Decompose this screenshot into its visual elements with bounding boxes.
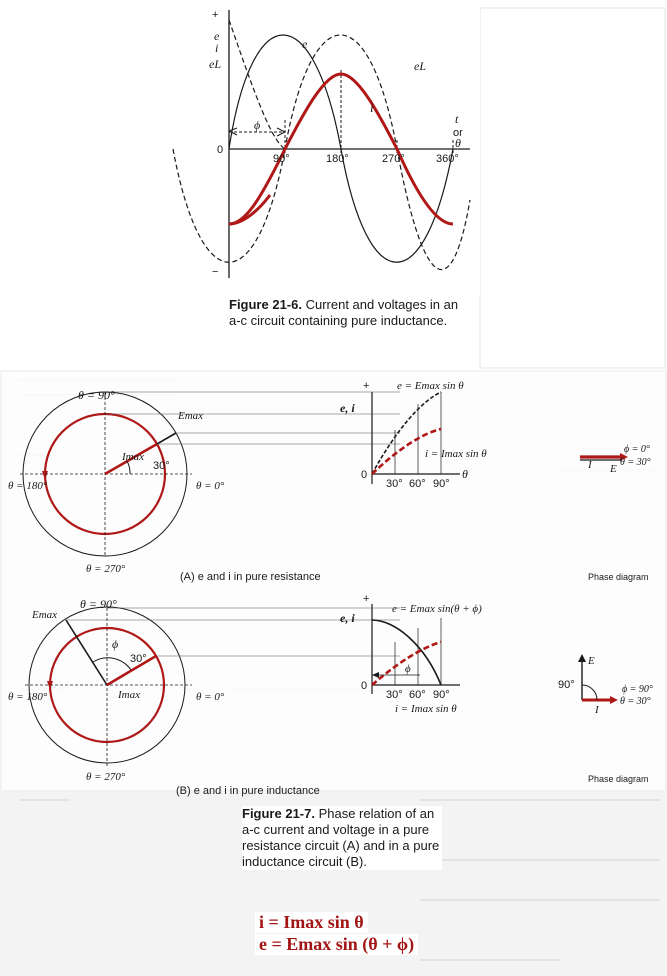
origin-label-a: 0: [361, 469, 368, 481]
theta180-label-b: θ = 180°: [8, 691, 48, 703]
subcaption-b: (B) e and i in pure inductance: [176, 785, 320, 797]
angle90-label: 90°: [558, 679, 575, 691]
theta270-label: θ = 270°: [86, 563, 126, 575]
figure-21-7-caption-label: Figure 21-7.: [242, 806, 315, 821]
tick-60b: 60°: [409, 689, 426, 701]
tick-30b: 30°: [386, 689, 403, 701]
phi-axis-label: ϕ: [405, 663, 411, 675]
or-label: or: [453, 127, 463, 139]
angle-30-label-b: 30°: [130, 653, 147, 665]
y-label-e: e: [214, 29, 220, 43]
tick-270: 270°: [382, 153, 405, 165]
t-label: t: [455, 112, 459, 126]
curve-label-e: e: [302, 37, 308, 51]
curve-label-i: i: [370, 100, 374, 115]
figure-21-7-caption-text: Phase relation of an a-c current and voltage in a pure resistance circuit (A) and in a pure inductance circuit (B).: [242, 806, 440, 869]
figure-21-6-graph: [200, 0, 480, 295]
theta90-label-b: θ = 90°: [80, 597, 117, 611]
angle-30-label: 30°: [153, 460, 170, 472]
th30-label-b: θ = 30°: [620, 696, 651, 707]
tick-60a: 60°: [409, 478, 426, 490]
Imax-label: Imax: [122, 451, 144, 463]
phase-I-label-b: I: [595, 704, 599, 716]
Emax-label: Emax: [178, 410, 204, 422]
tick-360: 360°: [436, 153, 459, 165]
equation-i: i = Imax sin θ: [255, 912, 368, 933]
theta-axis-label: θ: [462, 467, 468, 481]
theta270-label-b: θ = 270°: [86, 771, 126, 783]
phase-I-label-a: I: [588, 459, 592, 471]
figure-21-6-caption-label: Figure 21-6.: [229, 297, 302, 312]
axis-plus-label: +: [212, 9, 219, 21]
th30-label-a: θ = 30°: [620, 457, 651, 468]
e-equation-label-b: e = Emax sin(θ + ϕ): [392, 603, 482, 615]
tick-90: 90°: [273, 153, 290, 165]
phi-label-b: ϕ: [112, 637, 119, 651]
tick-90a: 90°: [433, 478, 450, 490]
figure-21-6-caption: [229, 297, 469, 329]
origin-label-b: 0: [361, 680, 368, 692]
ei-axis-label: e, i: [340, 401, 355, 415]
curve-label-eL: eL: [414, 59, 426, 73]
phi0-label: ϕ = 0°: [624, 444, 650, 455]
plus-label: +: [363, 380, 370, 392]
i-equation-label-b: i = Imax sin θ: [395, 703, 457, 715]
origin-label: 0: [217, 144, 224, 156]
axis-minus-label: −: [212, 266, 219, 278]
theta90-label: θ = 90°: [78, 388, 115, 402]
Emax-label-b: Emax: [32, 609, 58, 621]
tick-90b: 90°: [433, 689, 450, 701]
Imax-label-b: Imax: [118, 689, 140, 701]
phase-E-label-b: E: [588, 655, 595, 667]
phase-title-b: Phase diagram: [588, 774, 649, 784]
plus-label-b: +: [363, 593, 370, 605]
theta0-label-b: θ = 0°: [196, 691, 225, 703]
theta-label: θ: [455, 136, 461, 150]
ei-axis-label-b: e, i: [340, 611, 355, 625]
phase-E-label-a: E: [610, 463, 617, 475]
figure-21-7b-panel: [0, 590, 667, 797]
y-label-i: i: [215, 41, 219, 55]
tick-30a: 30°: [386, 478, 403, 490]
subcaption-a: (A) e and i in pure resistance: [180, 571, 321, 583]
figure-21-7a-panel: [0, 372, 667, 590]
phase-title-a: Phase diagram: [588, 572, 649, 582]
y-label-eL: eL: [209, 57, 221, 71]
figure-21-7-caption: [242, 806, 442, 870]
i-equation-label: i = Imax sin θ: [425, 448, 487, 460]
e-equation-label: e = Emax sin θ: [397, 380, 464, 392]
phi90-label: ϕ = 90°: [622, 684, 653, 695]
theta0-label: θ = 0°: [196, 480, 225, 492]
theta180-label: θ = 180°: [8, 480, 48, 492]
equation-e: e = Emax sin (θ + ϕ): [255, 934, 418, 955]
tick-180: 180°: [326, 153, 349, 165]
phi-label: ϕ: [254, 118, 261, 132]
figure-21-6-caption-text: Current and voltages in an a-c circuit containing pure inductance.: [229, 297, 459, 328]
